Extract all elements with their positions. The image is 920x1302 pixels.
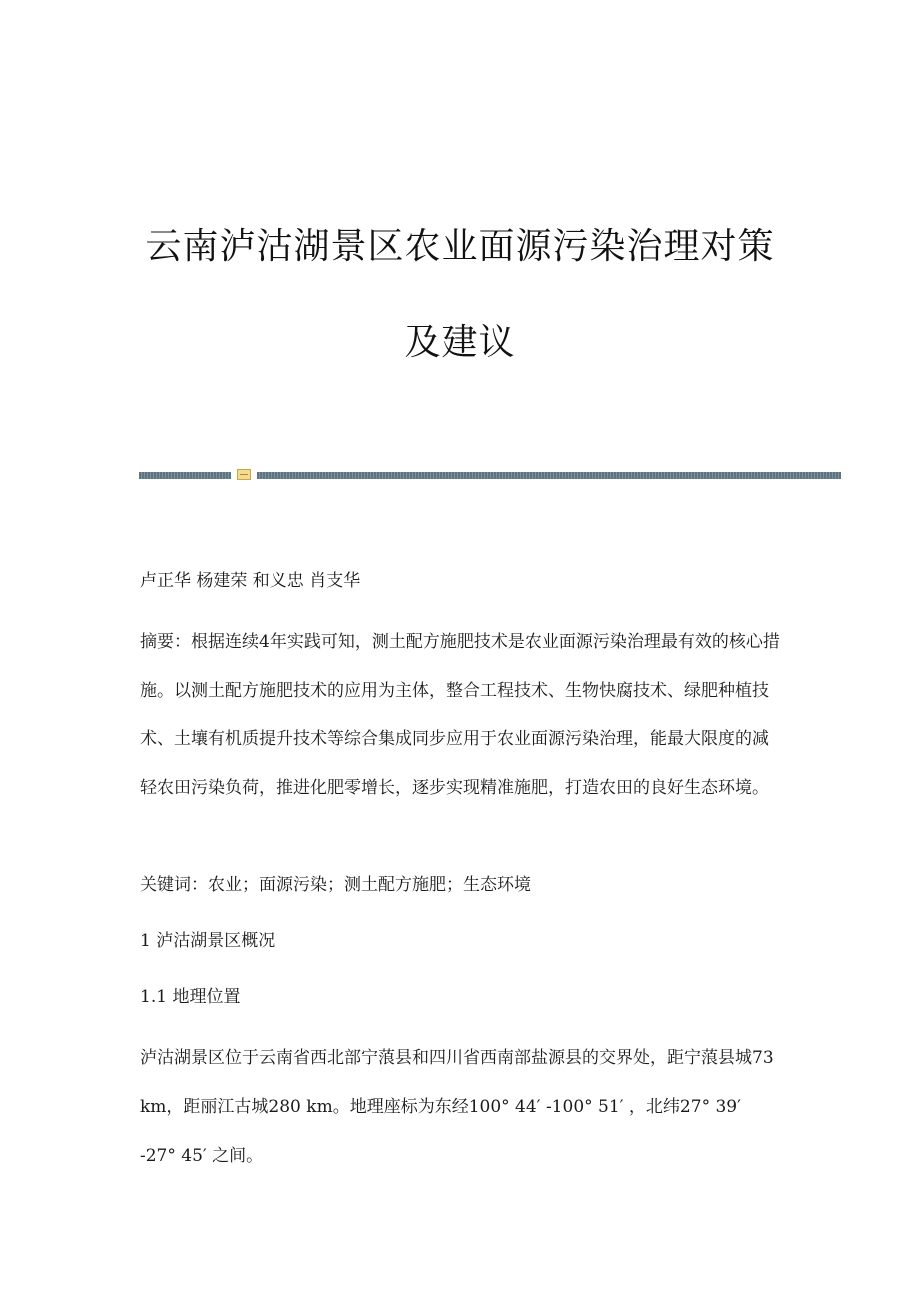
title-divider (139, 468, 841, 482)
keywords-line: 关键词：农业；面源污染；测土配方施肥；生态环境 (140, 875, 531, 895)
divider-bar-right (257, 472, 841, 479)
section-1-1-paragraph: 泸沽湖景区位于云南省西北部宁蒗县和四川省西南部盐源县的交界处，距宁蒗县城73 km，距丽江古城280 km。地理座标为东经100° 44′ -100° 51′ ，北纬27° 39′ -27° 45′ 之间。 (140, 1048, 774, 1166)
document-title-line-1: 云南泸沽湖景区农业面源污染治理对策 (145, 226, 775, 267)
section-1-heading: 1 泸沽湖景区概况 (140, 931, 276, 951)
document-title-line-2: 及建议 (404, 322, 516, 363)
divider-bar-left (139, 472, 231, 479)
abstract-paragraph: 摘要：根据连续4年实践可知，测土配方施肥技术是农业面源污染治理最有效的核心措施。以测土配方施肥技术的应用为主体，整合工程技术、生物快腐技术、绿肥种植技术、土壤有机质提升技术等综合集成同步应用于农业面源污染治理，能最大限度的减轻农田污染负荷，推进化肥零增长，逐步实现精准施肥，打造农田的良好生态环境。 (140, 632, 780, 798)
section-1-1-heading: 1.1 地理位置 (140, 987, 241, 1007)
author-list: 卢正华 杨建荣 和义忠 肖支华 (140, 571, 361, 591)
divider-ornament-icon (237, 469, 251, 480)
